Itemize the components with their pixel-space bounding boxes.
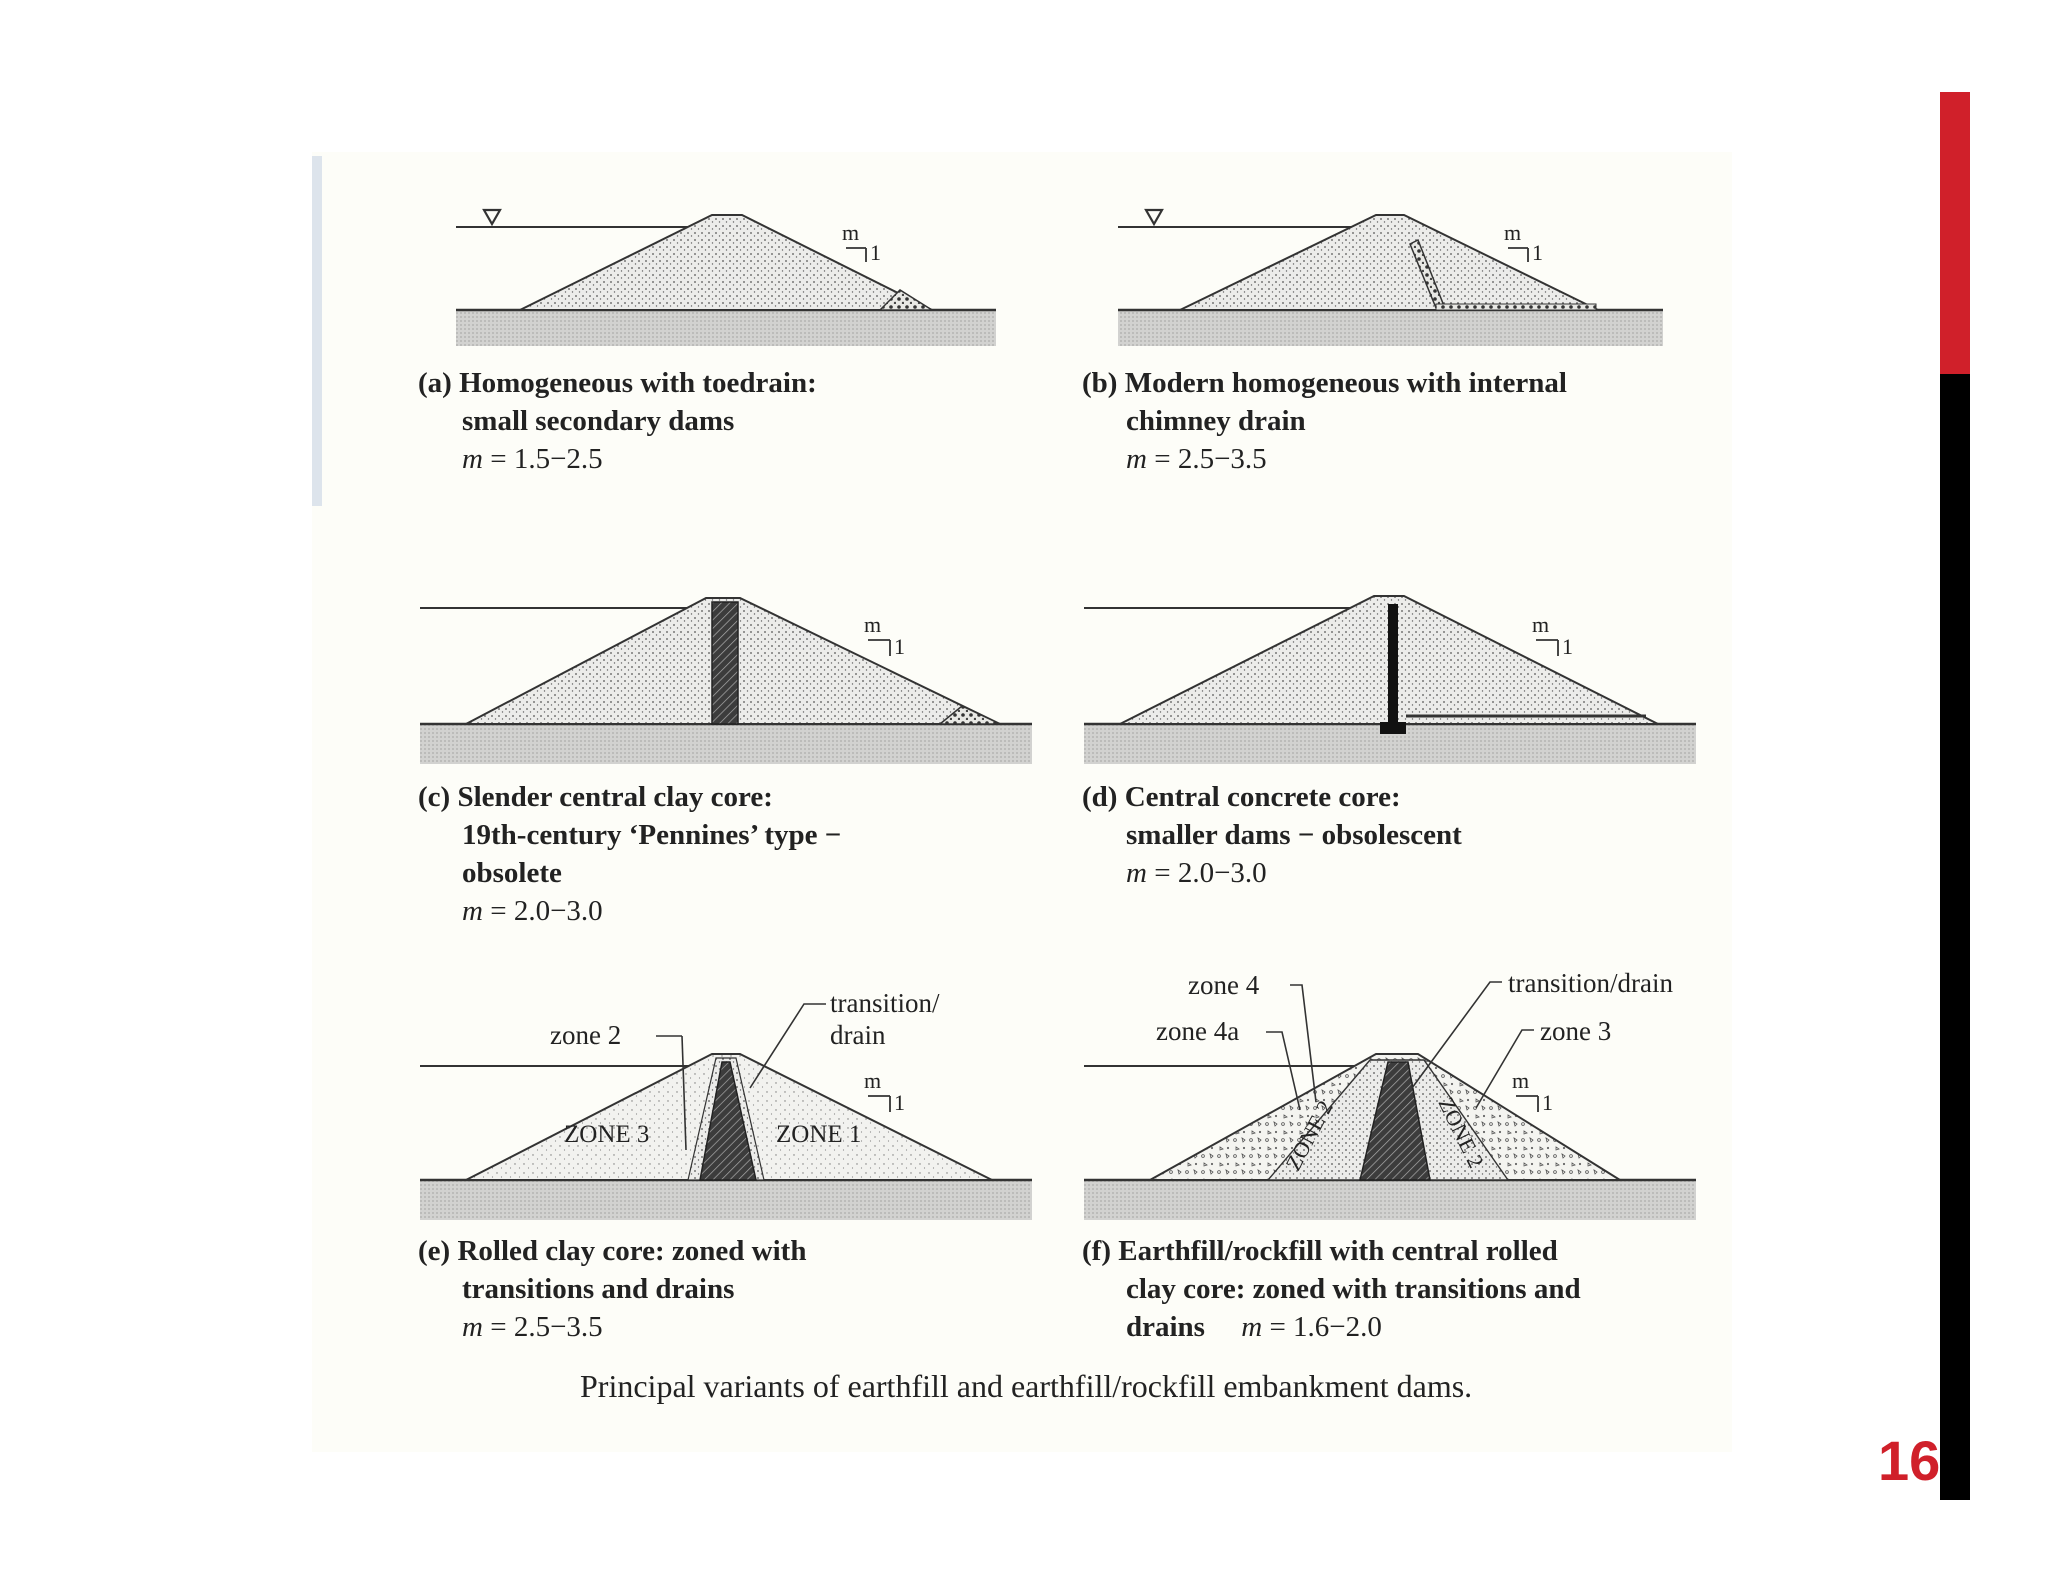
slope-symbol	[868, 1096, 890, 1112]
label-zone-3: zone 3	[1540, 1016, 1612, 1046]
caption-c-label: (c)	[418, 781, 451, 813]
slope-1-b: 1	[1532, 240, 1543, 265]
core-footing	[1380, 722, 1406, 734]
caption-a-equals: =	[490, 443, 507, 475]
label-zone-3-inside: ZONE 3	[564, 1121, 650, 1148]
slope-m-c: m	[864, 612, 882, 637]
caption-c-line-3: obsolete	[462, 857, 562, 889]
foundation	[420, 1180, 1032, 1220]
label-zone-4: zone 4	[1188, 970, 1260, 1000]
caption-f-line-3: drains	[1126, 1311, 1205, 1343]
water-level-icon	[1146, 210, 1162, 224]
caption-e	[418, 1232, 806, 1346]
caption-e-equals: =	[490, 1311, 507, 1343]
label-zone-1-inside: ZONE 1	[776, 1121, 862, 1148]
dam-e	[420, 1004, 1032, 1220]
caption-a-m: m	[462, 443, 483, 475]
slope-m-a: m	[842, 220, 860, 245]
slope-symbol	[1516, 1096, 1538, 1112]
dam-b	[1118, 210, 1663, 346]
foundation	[1118, 310, 1663, 346]
slope-m-e: m	[864, 1068, 882, 1093]
concrete-core	[1388, 604, 1398, 724]
label-zone-2-right: ZONE 2	[1433, 1093, 1489, 1172]
caption-e-m-value: 2.5−3.5	[513, 1311, 603, 1343]
clay-core	[712, 602, 738, 724]
slope-1-c: 1	[894, 634, 905, 659]
caption-b	[1082, 364, 1567, 478]
caption-c-equals: =	[490, 895, 507, 927]
caption-d-m: m	[1126, 857, 1147, 889]
slope-symbol	[846, 248, 866, 262]
label-transition-e-1: transition/	[830, 988, 940, 1018]
caption-b-m: m	[1126, 443, 1147, 475]
caption-e-line-2: transitions and drains	[462, 1273, 735, 1305]
dam-d	[1084, 596, 1696, 764]
slope-1-f: 1	[1542, 1090, 1553, 1115]
caption-a-label: (a)	[418, 367, 452, 399]
page-number: 16	[1878, 1429, 1941, 1492]
caption-b-line-2: chimney drain	[1126, 405, 1306, 437]
caption-c-m: m	[462, 895, 483, 927]
caption-a-line-2: small secondary dams	[462, 405, 735, 437]
caption-f	[1082, 1232, 1581, 1346]
caption-d-label: (d)	[1082, 781, 1118, 813]
blanket-drain	[1436, 304, 1596, 310]
caption-f-line-1: Earthfill/rockfill with central rolled	[1118, 1235, 1558, 1267]
caption-e-line-1: Rolled clay core: zoned with	[457, 1235, 807, 1267]
caption-d	[1082, 778, 1462, 892]
label-zone-2-left: ZONE 2	[1280, 1096, 1338, 1175]
caption-e-m: m	[462, 1311, 483, 1343]
caption-d-line-2: smaller dams − obsolescent	[1126, 819, 1462, 851]
label-transition-drain: transition/drain	[1508, 968, 1673, 998]
dam-c	[420, 598, 1032, 764]
slope-symbol	[1508, 248, 1528, 262]
slope-symbol	[868, 640, 890, 656]
slope-1-d: 1	[1562, 634, 1573, 659]
caption-d-equals: =	[1154, 857, 1171, 889]
caption-b-label: (b)	[1082, 367, 1118, 399]
label-transition-e-2: drain	[830, 1020, 886, 1050]
label-zone-4a: zone 4a	[1156, 1016, 1240, 1046]
caption-f-m-value: 1.6−2.0	[1293, 1311, 1382, 1343]
slope-m-b: m	[1504, 220, 1522, 245]
caption-b-equals: =	[1154, 443, 1171, 475]
slope-symbol	[1536, 640, 1558, 656]
accent-bar-black	[1940, 374, 1970, 1500]
caption-d-m-value: 2.0−3.0	[1177, 857, 1267, 889]
foundation	[1084, 1180, 1696, 1220]
figure-caption: Principal variants of earthfill and earthfill/rockfill embankment dams.	[580, 1368, 1473, 1404]
caption-f-equals: =	[1269, 1311, 1286, 1343]
slope-m-d: m	[1532, 612, 1550, 637]
caption-a	[418, 364, 817, 478]
label-zone-2-e: zone 2	[550, 1020, 622, 1050]
slope-1-a: 1	[870, 240, 881, 265]
caption-c-line-1: Slender central clay core:	[457, 781, 773, 813]
caption-c-line-2: 19th-century ‘Pennines’ type −	[462, 819, 842, 851]
dam-a	[456, 210, 996, 346]
foundation	[456, 310, 996, 346]
accent-bar-red	[1940, 92, 1970, 374]
slope-1-e: 1	[894, 1090, 905, 1115]
caption-f-label: (f)	[1082, 1235, 1111, 1267]
caption-b-m-value: 2.5−3.5	[1177, 443, 1267, 475]
caption-a-m-value: 1.5−2.5	[513, 443, 603, 475]
caption-f-line-2: clay core: zoned with transitions and	[1126, 1273, 1581, 1305]
foundation	[420, 724, 1032, 764]
caption-b-line-1: Modern homogeneous with internal	[1124, 367, 1567, 399]
caption-c	[418, 778, 841, 930]
slope-m-f: m	[1512, 1068, 1530, 1093]
caption-a-line-1: Homogeneous with toedrain:	[459, 367, 817, 399]
caption-f-m: m	[1241, 1311, 1263, 1343]
caption-d-line-1: Central concrete core:	[1124, 781, 1401, 813]
water-level-icon	[484, 210, 500, 224]
caption-e-label: (e)	[418, 1235, 451, 1267]
caption-c-m-value: 2.0−3.0	[513, 895, 603, 927]
